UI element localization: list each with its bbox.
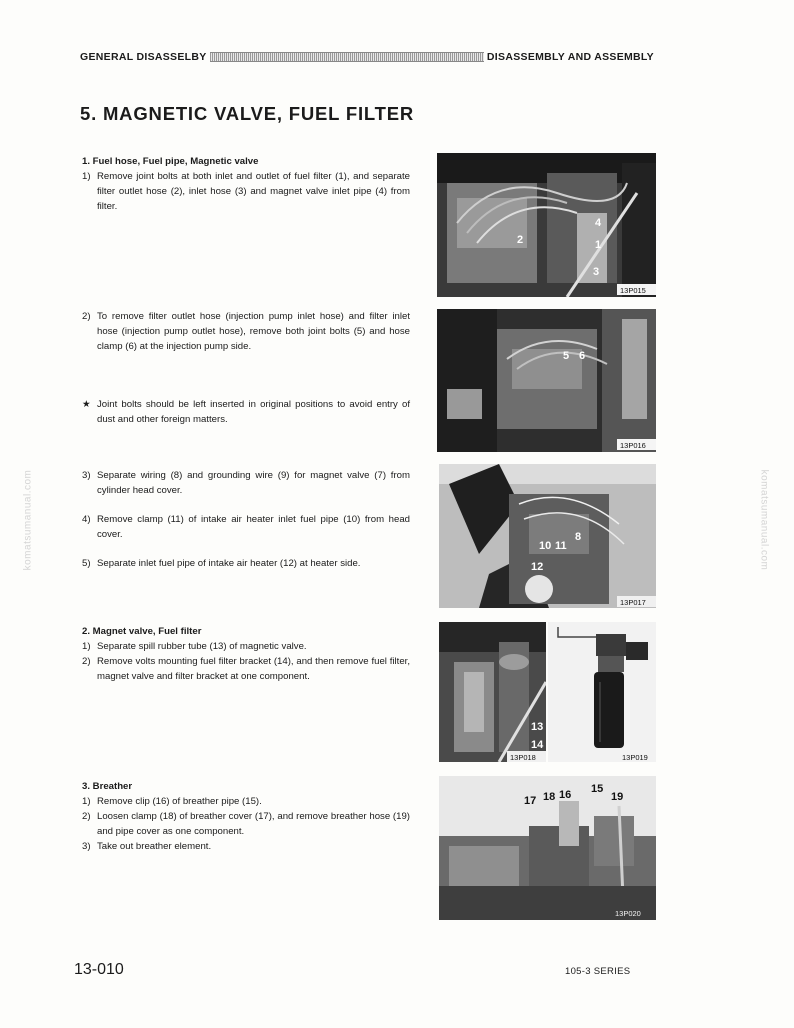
photo-code: 13P020 [615, 909, 641, 918]
step-item [82, 794, 410, 809]
step-number: 2) [82, 311, 91, 322]
page-title: 5. MAGNETIC VALVE, FUEL FILTER [80, 103, 415, 124]
photo-filter-assembly-removed [548, 622, 656, 762]
step-number: 2) [82, 811, 91, 822]
step-text: To remove filter outlet hose (injection pump inlet hose) and filter inlet hose (injection pump outlet hose), remove both joint bolts (5) and hose clamp (6) at the injection pump side. [97, 311, 410, 352]
step-number: 1) [82, 796, 91, 807]
photo-code: 13P019 [622, 753, 648, 762]
note-item [82, 397, 410, 427]
callout-label: 16 [559, 789, 572, 801]
callout-label: 8 [575, 531, 582, 543]
photo-magnet-valve-bracket [439, 622, 546, 762]
step-item [82, 468, 410, 498]
header-left-text: GENERAL DISASSELBY [80, 51, 207, 63]
section1-heading: 1. Fuel hose, Fuel pipe, Magnetic valve [82, 156, 259, 167]
header-right-text: DISASSEMBLY AND ASSEMBLY [486, 51, 654, 63]
step-item [82, 654, 410, 684]
callout-label: 1 [595, 239, 602, 251]
photo-breather [439, 776, 656, 920]
step-text: Take out breather element. [97, 841, 212, 852]
callout-label: 3 [593, 266, 600, 278]
photo-injection-pump-joint-bolts [437, 309, 656, 452]
section1-block-note [82, 397, 410, 427]
section2-block [82, 624, 410, 684]
photo-code: 13P017 [620, 598, 646, 607]
step-text: Remove clamp (11) of intake air heater inlet fuel pipe (10) from head cover. [97, 514, 410, 540]
section1-block-a [82, 154, 410, 214]
step-item [82, 309, 410, 354]
step-text: Separate inlet fuel pipe of intake air heater (12) at heater side. [97, 558, 361, 569]
watermark-right: komatsumanual.com [758, 469, 770, 571]
callout-label: 4 [595, 217, 602, 229]
step-text: Separate spill rubber tube (13) of magnetic valve. [97, 641, 307, 652]
watermark-left: komatsumanual.com [22, 469, 34, 571]
step-text: Separate wiring (8) and grounding wire (9) for magnet valve (7) from cylinder head cover. [97, 470, 410, 496]
step-number: 3) [82, 841, 91, 852]
step-item [82, 639, 410, 654]
callout-label: 10 [539, 540, 552, 552]
photo-code: 13P016 [620, 441, 646, 450]
step-number: 1) [82, 171, 91, 182]
note-text: Joint bolts should be left inserted in original positions to avoid entry of dust and other foreign matters. [97, 399, 410, 425]
photo-code: 13P015 [620, 286, 646, 295]
section3-block [82, 779, 410, 854]
callout-label: 17 [524, 795, 537, 807]
page-number: 13-010 [74, 961, 124, 978]
running-header [80, 50, 654, 64]
callout-label: 19 [611, 791, 624, 803]
step-text: Loosen clamp (18) of breather cover (17), and remove breather hose (19) and pipe cover as one component. [97, 811, 410, 837]
section1-block-b [82, 309, 410, 354]
callout-label: 12 [531, 561, 544, 573]
step-text: Remove clip (16) of breather pipe (15). [97, 796, 262, 807]
step-item [82, 512, 410, 542]
step-text: Remove volts mounting fuel filter bracket (14), and then remove fuel filter, magnet valve and filter bracket at one component. [97, 656, 410, 682]
note-star-icon: ★ [82, 399, 91, 410]
step-item [82, 169, 410, 214]
callout-label: 11 [555, 540, 567, 552]
callout-label: 14 [531, 739, 544, 751]
header-rule [210, 52, 484, 62]
photo-fuel-filter-hoses [437, 153, 656, 297]
step-number: 4) [82, 514, 91, 525]
section1-block-c [82, 468, 410, 498]
series-label: 105-3 SERIES [565, 966, 631, 977]
section1-block-d [82, 512, 410, 542]
step-number: 2) [82, 656, 91, 667]
step-text: Remove joint bolts at both inlet and outlet of fuel filter (1), and separate filter outlet hose (2), inlet hose (3) and magnet valve inlet pipe (4) from filter. [97, 171, 410, 212]
callout-label: 13 [531, 721, 544, 733]
step-item [82, 839, 410, 854]
callout-label: 5 [563, 350, 570, 362]
section2-heading: 2. Magnet valve, Fuel filter [82, 626, 202, 637]
step-number: 5) [82, 558, 91, 569]
callout-label: 6 [579, 350, 586, 362]
step-item [82, 809, 410, 839]
callout-label: 18 [543, 791, 556, 803]
section3-heading: 3. Breather [82, 781, 133, 792]
callout-label: 2 [517, 234, 524, 246]
section1-block-e [82, 556, 410, 571]
step-number: 1) [82, 641, 91, 652]
photo-code: 13P018 [510, 753, 536, 762]
photo-magnet-valve-wiring [439, 464, 656, 608]
callout-label: 15 [591, 783, 604, 795]
step-number: 3) [82, 470, 91, 481]
step-item [82, 556, 410, 571]
